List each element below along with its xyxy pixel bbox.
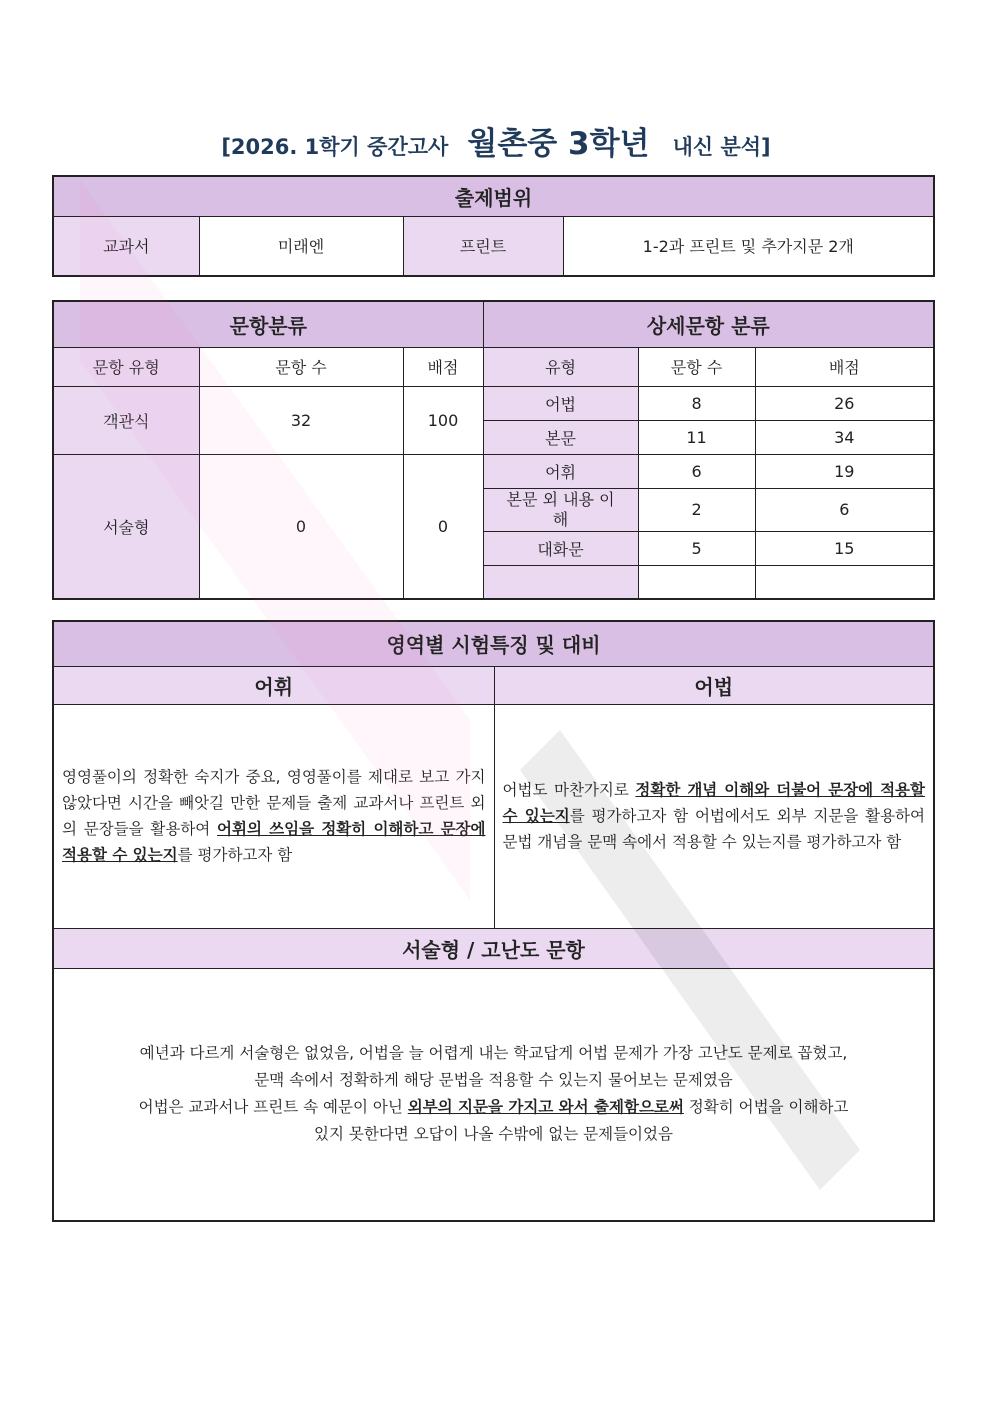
features-table: [52, 620, 935, 1222]
detail-type: 본문: [483, 420, 638, 454]
print-value: 1-2과 프린트 및 추가지문 2개: [563, 216, 934, 276]
detail-type: 본문 외 내용 이해: [483, 488, 638, 531]
detail-score: 19: [755, 454, 934, 488]
table-row: [53, 386, 934, 420]
detail-count: 2: [638, 488, 755, 531]
essay-description: [53, 968, 934, 1221]
classification-header: 문항분류: [53, 301, 483, 347]
detail-score: 34: [755, 420, 934, 454]
print-label: 프린트: [403, 216, 563, 276]
type-objective: 객관식: [53, 386, 199, 454]
detail-score: 15: [755, 531, 934, 565]
detail-count: 8: [638, 386, 755, 420]
table-row: [53, 454, 934, 488]
page-title: [0, 118, 992, 163]
textbook-value: 미래엔: [199, 216, 403, 276]
detail-score: 6: [755, 488, 934, 531]
type-essay: 서술형: [53, 454, 199, 599]
scope-header: 출제범위: [53, 176, 934, 216]
score-essay: 0: [403, 454, 483, 599]
vocab-text-1: 영영풀이의 정확한 숙지가 중요, 영영풀이를 제대로 보고 가지 않았다면 시간을 빼앗길 만한 문제들 출제 교과서나 프린트 외의 문장들을 활용하여: [62, 768, 486, 838]
detail-type: 대화문: [483, 531, 638, 565]
score-objective: 100: [403, 386, 483, 454]
detail-count: 11: [638, 420, 755, 454]
grammar-text-2: 를 평가하고자 함 어법에서도 외부 지문을 활용하여 문법 개념을 문맥 속에서 적용할 수 있는지를 평가하고자 함: [502, 807, 926, 851]
detail-count: 6: [638, 454, 755, 488]
detail-header: 상세문항 분류: [483, 301, 934, 347]
detail-col-count: 문항 수: [638, 347, 755, 386]
col-count: 문항 수: [199, 347, 403, 386]
grammar-text-1: 어법도 마찬가지로: [502, 781, 636, 799]
essay-line-2: 문맥 속에서 정확하게 해당 문법을 적용할 수 있는지 물어보는 문제였음: [254, 1071, 733, 1090]
textbook-label: 교과서: [53, 216, 199, 276]
vocab-description: [53, 704, 494, 928]
essay-highlight: 외부의 지문을 가지고 와서 출제함으로써: [407, 1098, 684, 1117]
detail-type: 어휘: [483, 454, 638, 488]
detail-type: 어법: [483, 386, 638, 420]
essay-line-3: [74, 1094, 913, 1121]
essay-line-3a: 어법은 교과서나 프린트 속 예문이 아닌: [138, 1098, 408, 1117]
vocab-header: 어휘: [53, 666, 494, 704]
title-prefix: [2026. 1학기 중간고사: [221, 135, 449, 159]
title-suffix: 내신 분석]: [672, 135, 771, 159]
detail-count: 5: [638, 531, 755, 565]
detail-count: [638, 565, 755, 599]
essay-header: 서술형 / 고난도 문항: [53, 928, 934, 968]
count-objective: 32: [199, 386, 403, 454]
detail-type: [483, 565, 638, 599]
essay-line-4: 있지 못한다면 오답이 나올 수밖에 없는 문제들이었음: [314, 1125, 673, 1144]
vocab-text-2: 를 평가하고자 함: [177, 846, 293, 864]
classification-table: [52, 300, 935, 600]
essay-line-3c: 정확히 어법을 이해하고: [683, 1098, 849, 1117]
vocab-highlight: 어휘의 쓰임을 정확히 이해하고 문장에 적용할 수 있는지: [62, 820, 486, 864]
col-score: 배점: [403, 347, 483, 386]
detail-col-type: 유형: [483, 347, 638, 386]
col-type: 문항 유형: [53, 347, 199, 386]
features-header: 영역별 시험특징 및 대비: [53, 621, 934, 666]
grammar-header: 어법: [494, 666, 934, 704]
detail-score: [755, 565, 934, 599]
title-school: 월촌중 3학년: [467, 126, 650, 162]
essay-line-1: 예년과 다르게 서술형은 없었음, 어법을 늘 어렵게 내는 학교답게 어법 문제가 가장 고난도 문제로 꼽혔고,: [139, 1044, 848, 1063]
scope-table: [52, 175, 935, 277]
detail-col-score: 배점: [755, 347, 934, 386]
detail-score: 26: [755, 386, 934, 420]
grammar-description: [494, 704, 934, 928]
grammar-highlight: 정확한 개념 이해와 더불어 문장에 적용할 수 있는지: [502, 781, 926, 825]
count-essay: 0: [199, 454, 403, 599]
